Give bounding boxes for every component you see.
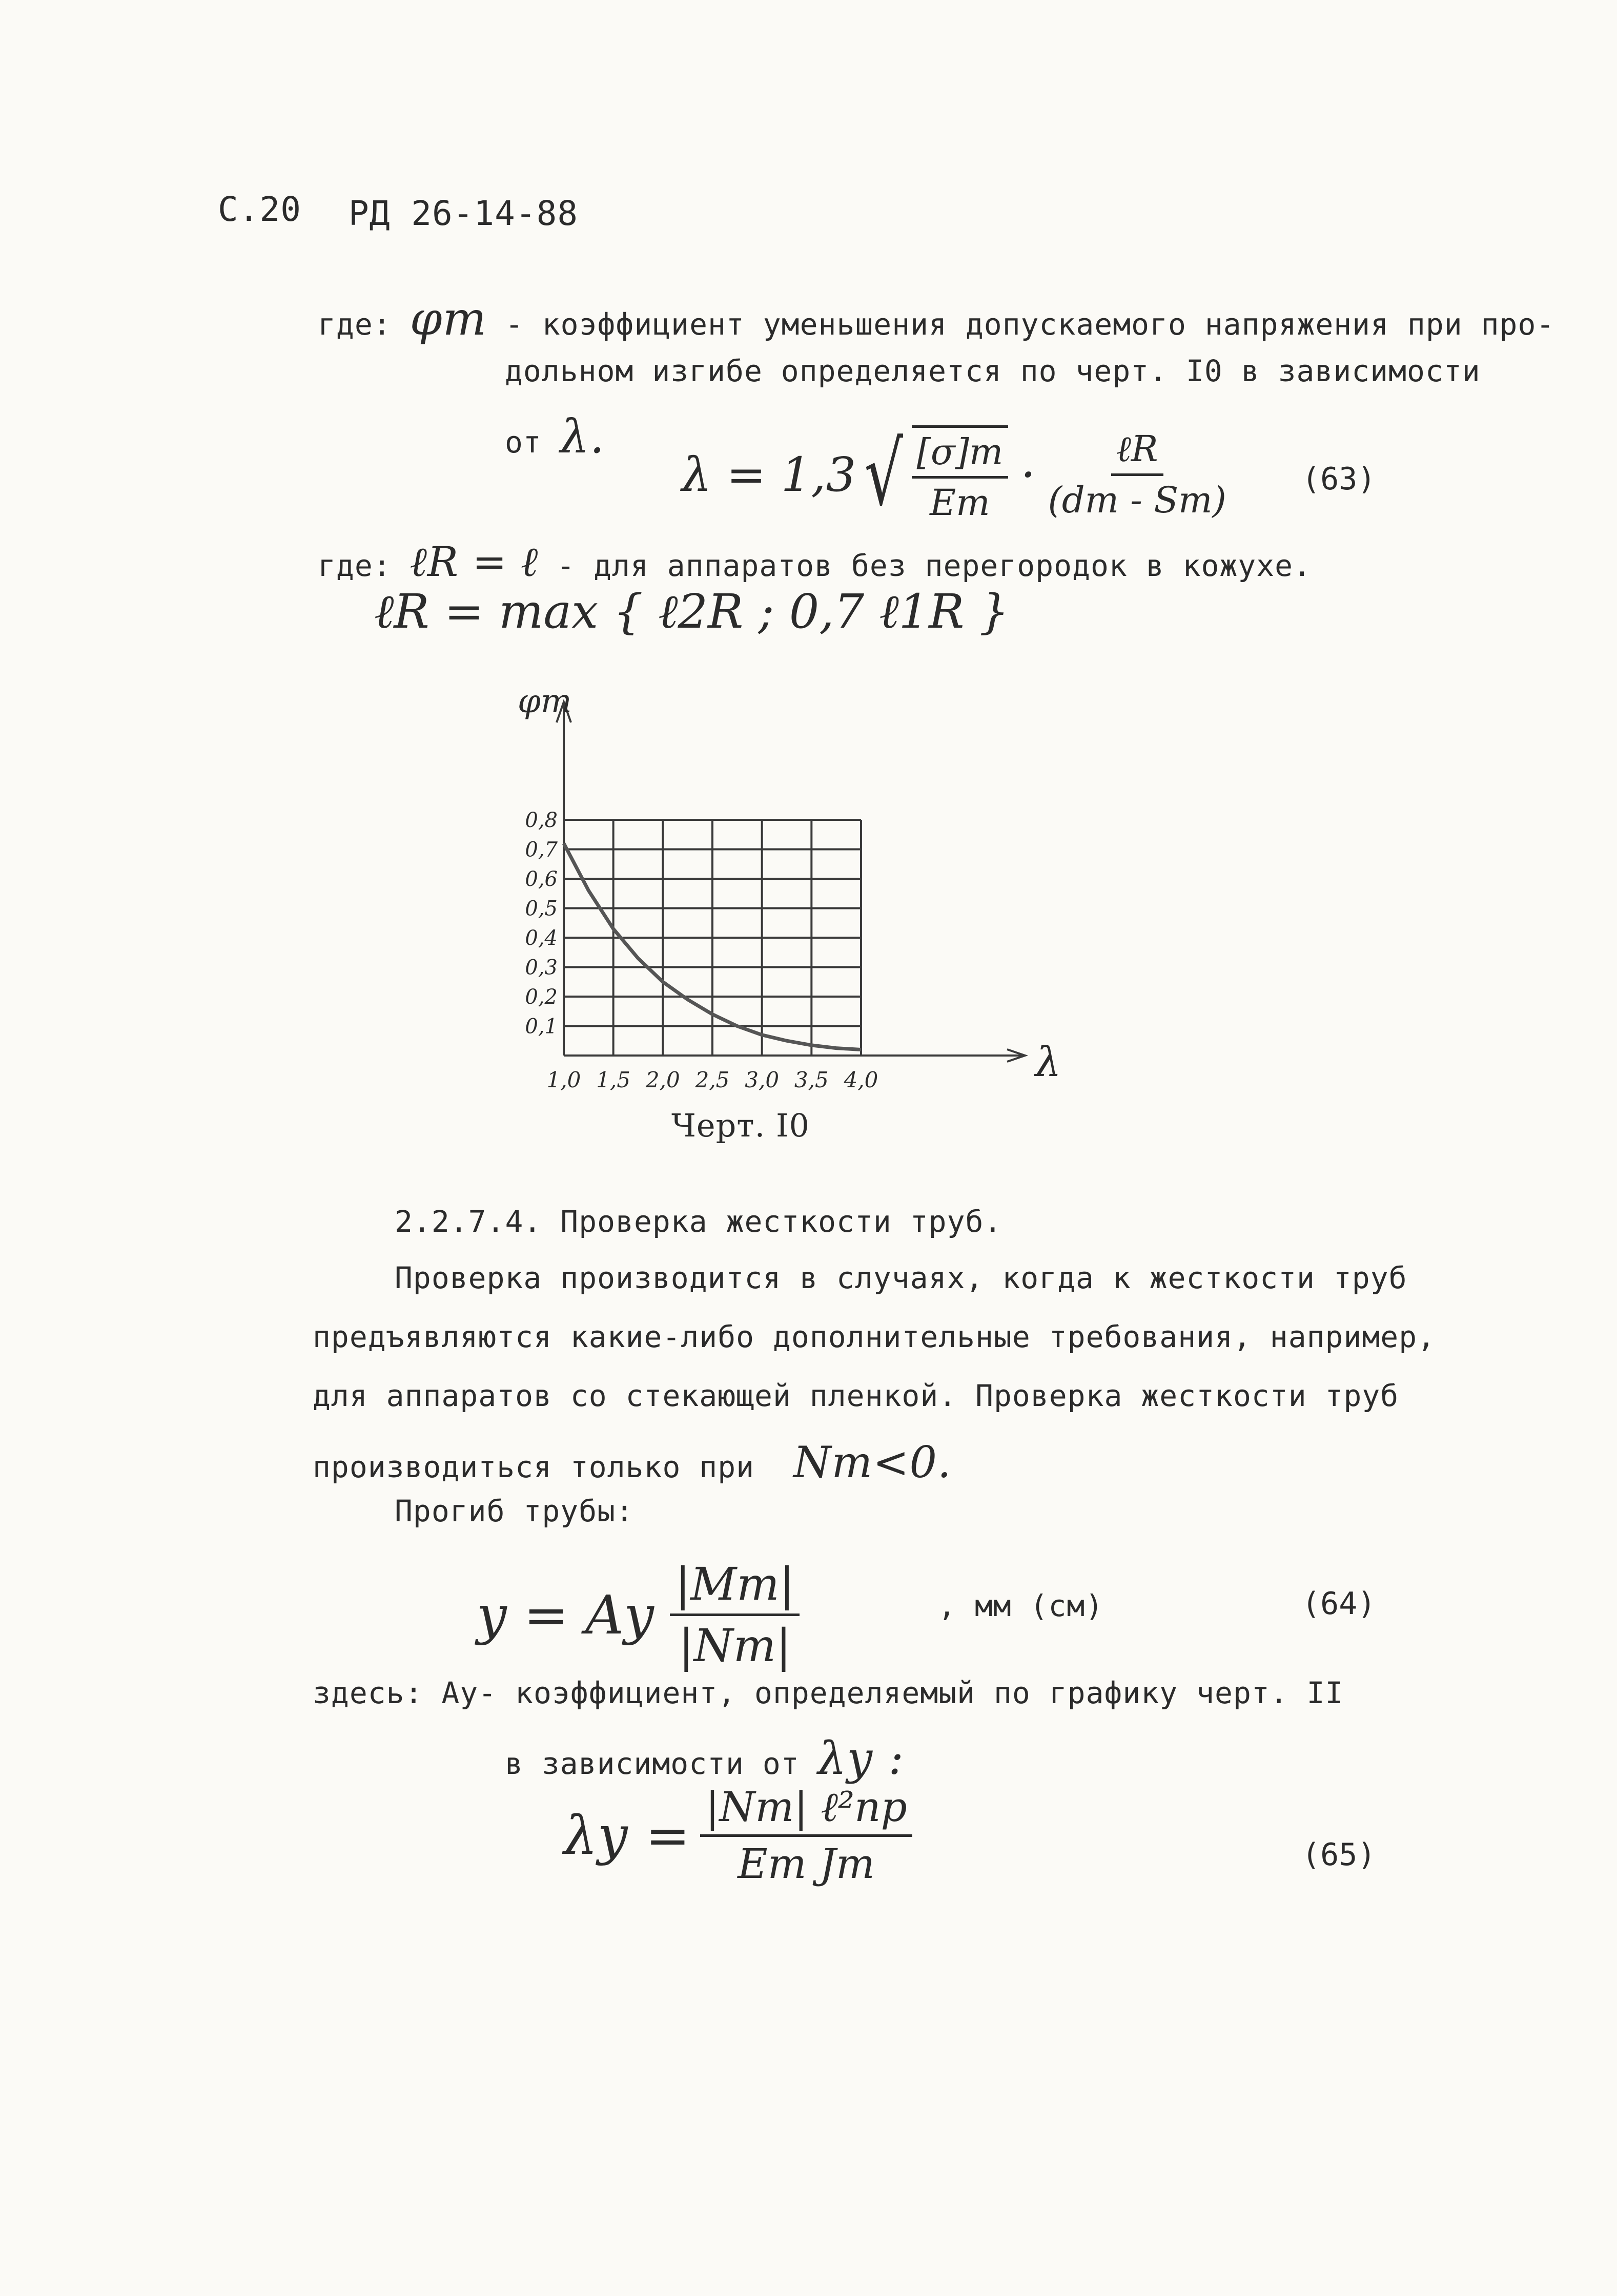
sqrt-sign: √ (864, 424, 904, 525)
eq64-den: |Nт| (679, 1619, 791, 1672)
eq65-number: (65) (1302, 1837, 1376, 1873)
para2-line1 (318, 538, 1312, 586)
para3-line1: здесь: Aу- коэффициент, определяемый по графику черт. II (313, 1676, 1344, 1710)
chart-y-label: φт (518, 682, 572, 720)
nt-condition: Nт<0. (793, 1437, 952, 1487)
eq65-num: |Nт| ℓ²пр (700, 1783, 912, 1837)
eq64-units: , мм (см) (938, 1588, 1104, 1623)
phi-t-symbol: φт (410, 292, 487, 346)
chart-axes (557, 702, 1025, 1062)
para3-text2: в зависимости от (505, 1746, 800, 1781)
para1-dash: - (505, 307, 524, 342)
chart-y-ticks (525, 809, 558, 1039)
eq64-lhs: y = Aу (477, 1583, 655, 1646)
para1-line2: дольном изгибе определяется по черт. I0 в зависимости (505, 354, 1481, 388)
section-p1-line3: для аппаратов со стекающей пленкой. Проверка жесткости труб (313, 1378, 1399, 1413)
eq63-lhs: λ = 1,3 (682, 447, 856, 502)
section-p1-line2: предъявляются какие-либо дополнительные требования, например, (313, 1319, 1436, 1354)
eq65-frac (700, 1783, 912, 1888)
lr-max-formula: ℓR = max { ℓ2R ; 0,7 ℓ1R } (374, 584, 1010, 639)
equation-65 (564, 1783, 912, 1888)
eq64-number: (64) (1302, 1586, 1376, 1622)
eq65-lhs: λу = (564, 1804, 690, 1867)
y-tick-label: 0,7 (525, 838, 558, 862)
eq64-frac (670, 1558, 800, 1672)
para2-lead: где: (318, 548, 392, 583)
eq63-frac-num: ℓR (1111, 428, 1163, 476)
chart-x-label: λ (1035, 1038, 1061, 1086)
eq63-number: (63) (1302, 461, 1376, 497)
y-tick-label: 0,6 (525, 867, 558, 891)
section-p1-text4: производиться только при (313, 1450, 755, 1484)
y-tick-label: 0,1 (525, 1015, 558, 1039)
para2-text: - для аппаратов без перегородок в кожухе. (557, 548, 1312, 583)
document-code: РД 26-14-88 (349, 194, 579, 233)
eq63-frac-den: (dт - Sт) (1048, 479, 1226, 521)
eq63-sqrt (856, 425, 1008, 524)
section-p2: Прогиб трубы: (395, 1494, 634, 1528)
x-tick-label: 3,5 (794, 1067, 829, 1092)
eq63-sqrt-body (912, 425, 1009, 524)
eq63-inner-frac (912, 431, 1009, 524)
para1-text3: от (505, 425, 542, 460)
eq65-den: Eт Jт (738, 1840, 875, 1888)
chart-x-ticks (547, 1067, 878, 1092)
section-p1-line4 (313, 1437, 952, 1487)
x-tick-label: 2,5 (695, 1067, 730, 1092)
y-tick-label: 0,4 (525, 926, 558, 950)
equation-63 (682, 425, 1226, 524)
para3-line2 (505, 1732, 904, 1785)
y-tick-label: 0,3 (525, 956, 558, 980)
x-tick-label: 4,0 (844, 1067, 878, 1092)
lambda-symbol: λ. (560, 410, 605, 464)
x-tick-label: 3,0 (745, 1067, 780, 1092)
eq64-num: |Mт| (670, 1558, 800, 1616)
page-number: С.20 (218, 190, 301, 229)
y-tick-label: 0,8 (525, 809, 558, 832)
y-tick-label: 0,2 (525, 985, 558, 1009)
x-tick-label: 2,0 (645, 1067, 680, 1092)
chart-grid (564, 820, 861, 1056)
chart-10 (502, 681, 1066, 1102)
eq63-sqrt-den: Eт (930, 482, 990, 524)
chart-caption: Черт. I0 (671, 1107, 810, 1144)
section-p1-line1: Проверка производится в случаях, когда к жесткости труб (395, 1260, 1407, 1295)
equation-64 (477, 1558, 800, 1672)
para1-lead: где: (318, 307, 392, 342)
eq63-sqrt-num: [σ]т (912, 431, 1009, 479)
para2-formula: ℓR = ℓ (410, 538, 539, 586)
section-heading: 2.2.7.4. Проверка жесткости труб. (395, 1204, 1002, 1239)
para1-line1 (318, 292, 1554, 346)
y-tick-label: 0,5 (525, 897, 558, 921)
eq63-dot: · (1020, 447, 1036, 502)
para1-text1: коэффициент уменьшения допускаемого напряжения при про- (542, 307, 1555, 342)
eq63-frac (1048, 428, 1226, 521)
x-tick-label: 1,5 (596, 1067, 631, 1092)
x-tick-label: 1,0 (546, 1067, 581, 1092)
para1-line3 (505, 410, 605, 464)
lambda-y-symbol: λу : (817, 1732, 905, 1785)
